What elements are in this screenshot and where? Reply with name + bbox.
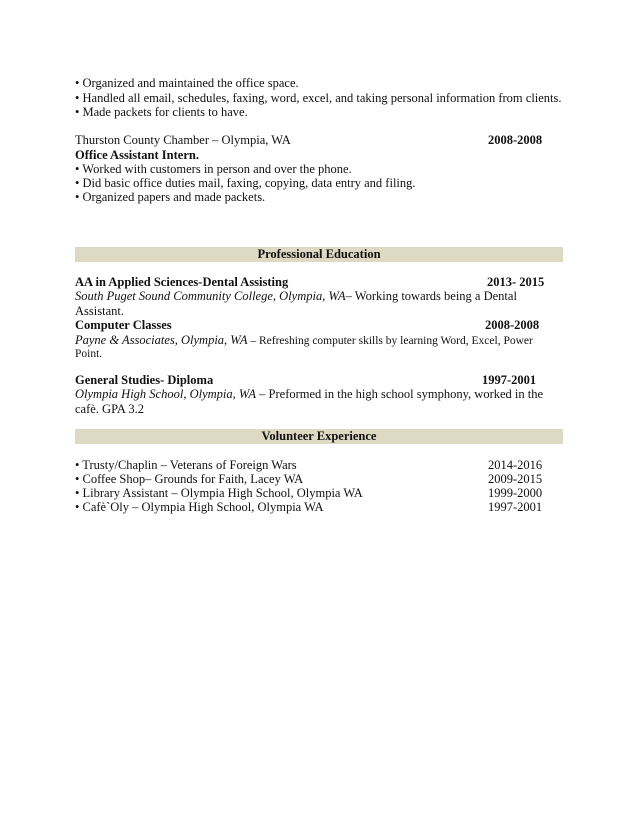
education-desc-text: – Refreshing computer skills by learning Word, Excel, Power bbox=[247, 335, 533, 347]
education-title: Computer Classes bbox=[75, 318, 172, 332]
education-title: AA in Applied Sciences-Dental Assisting bbox=[75, 275, 289, 289]
employer-line: Thurston County Chamber – Olympia, WA bbox=[75, 133, 291, 147]
education-description-cont: cafè. GPA 3.2 bbox=[75, 402, 144, 416]
volunteer-dates: 1999-2000 bbox=[488, 486, 543, 500]
job-title: Office Assistant Intern. bbox=[75, 148, 199, 162]
bullet-office-duties: • Did basic office duties mail, faxing, copying, data entry and filing. bbox=[75, 176, 416, 190]
education-heading: Professional Education bbox=[75, 247, 563, 262]
volunteer-item: • Coffee Shop– Grounds for Faith, Lacey WA bbox=[75, 472, 304, 486]
volunteer-dates: 2014-2016 bbox=[488, 458, 543, 472]
education-dates: 1997-2001 bbox=[482, 373, 537, 387]
education-place: South Puget Sound Community College, Olympia, WA bbox=[75, 289, 346, 303]
education-dates: 2008-2008 bbox=[485, 318, 540, 332]
education-place: Olympia High School, Olympia, WA bbox=[75, 387, 257, 401]
education-desc-text: – Preformed in the high school symphony, worked in the bbox=[256, 387, 544, 401]
education-dates: 2013- 2015 bbox=[487, 275, 545, 289]
volunteer-heading: Volunteer Experience bbox=[75, 429, 563, 444]
education-title: General Studies- Diploma bbox=[75, 373, 214, 387]
bullet-organized-papers: • Organized papers and made packets. bbox=[75, 190, 266, 204]
volunteer-item: • Cafè`Oly – Olympia High School, Olympia WA bbox=[75, 500, 324, 514]
bullet-worked-customers: • Worked with customers in person and over the phone. bbox=[75, 162, 352, 176]
bullet-handled-email: • Handled all email, schedules, faxing, word, excel, and taking personal information from clients. bbox=[75, 91, 562, 105]
education-description-cont: Point. bbox=[75, 348, 103, 360]
education-description bbox=[75, 289, 517, 304]
education-desc-text: – Working towards being a Dental bbox=[345, 289, 517, 303]
employer-dates: 2008-2008 bbox=[488, 133, 543, 147]
education-description bbox=[75, 387, 543, 402]
volunteer-dates: 2009-2015 bbox=[488, 472, 543, 486]
volunteer-item: • Trusty/Chaplin – Veterans of Foreign Wars bbox=[75, 458, 297, 472]
education-description-cont: Assistant. bbox=[75, 304, 124, 318]
volunteer-dates: 1997-2001 bbox=[488, 500, 543, 514]
education-place: Payne & Associates, Olympia, WA bbox=[75, 333, 248, 347]
volunteer-item: • Library Assistant – Olympia High School, Olympia WA bbox=[75, 486, 363, 500]
bullet-made-packets: • Made packets for clients to have. bbox=[75, 105, 248, 119]
education-description bbox=[75, 333, 533, 349]
bullet-organized-office: • Organized and maintained the office space. bbox=[75, 76, 299, 90]
